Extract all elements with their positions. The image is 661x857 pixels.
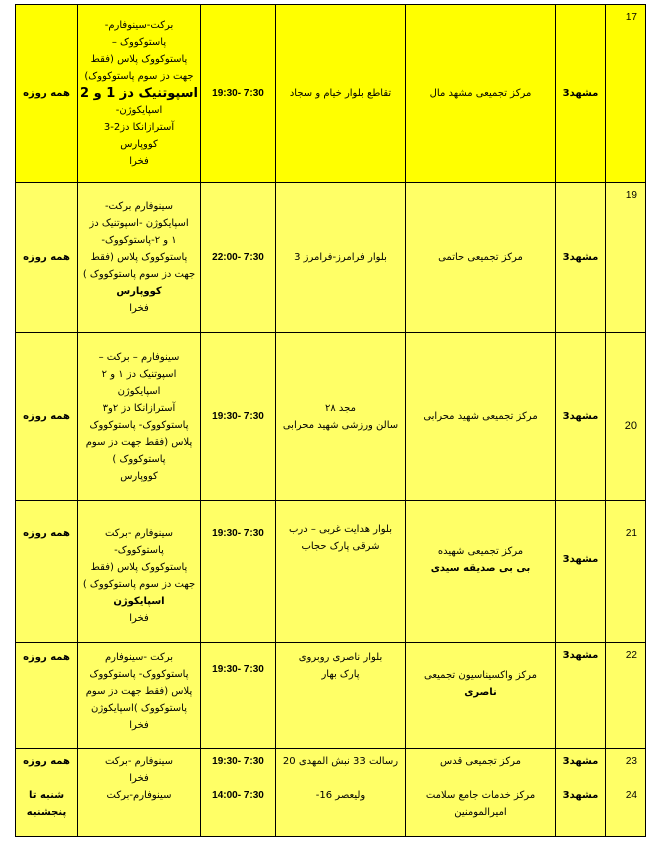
address-line: رسالت 33 نبش المهدی 20 bbox=[282, 756, 399, 767]
vaccine-line: پاستوکووک پلاس (فقط bbox=[90, 252, 188, 263]
city-cell bbox=[556, 749, 606, 837]
vaccine-line: برکت-سینوفارم- bbox=[104, 20, 174, 31]
vaccine-line: پلاس (فقط جهت دز سوم bbox=[85, 436, 193, 448]
vaccine-line: سینوفارم -برکت bbox=[104, 756, 174, 767]
row-number-24: 24 bbox=[625, 790, 637, 801]
address-line: بلوار هدایت غربی – درب bbox=[288, 524, 393, 535]
row-number bbox=[606, 749, 646, 837]
vaccine-line: فخرا bbox=[129, 773, 149, 784]
days-line: پنجشنبه bbox=[26, 807, 67, 818]
vaccines-cell bbox=[78, 749, 201, 837]
city-cell: مشهد3 bbox=[556, 643, 606, 749]
vaccine-line: سینوفارم-برکت bbox=[106, 790, 172, 801]
city-cell: مشهد3 bbox=[556, 183, 606, 333]
city-line: مشهد3 bbox=[562, 756, 599, 767]
address-line: شرقی پارک حجاب bbox=[301, 541, 380, 552]
hours-cell: 19:30- 7:30 bbox=[201, 501, 276, 643]
vaccine-line: کووپارس bbox=[120, 470, 158, 482]
days-cell: همه روزه bbox=[16, 183, 78, 333]
vaccine-line: اسپایکوژن -اسپوتنیک دز bbox=[89, 218, 189, 229]
vaccine-line: سینوفارم برکت- bbox=[104, 201, 174, 212]
vaccine-line: آسترازانکا دز ۲و۳ bbox=[102, 402, 176, 414]
address-line: بلوار ناصری روبروی bbox=[298, 652, 383, 663]
city-line: مشهد3 bbox=[562, 790, 599, 801]
vaccine-line: جهت دز سوم پاستوکووک ) bbox=[82, 269, 196, 280]
center-name bbox=[406, 501, 556, 643]
center-line: ناصری bbox=[464, 687, 497, 698]
vaccine-line: جهت دز سوم پاستوکووک ) bbox=[82, 579, 196, 590]
vaccine-line: کووپارس bbox=[116, 286, 162, 297]
center-line: مرکز خدمات جامع سلامت bbox=[425, 790, 536, 801]
address-cell: بلوار فرامرز-فرامرز 3 bbox=[276, 183, 406, 333]
hours-line: 19:30- 7:30 bbox=[212, 756, 264, 767]
address-line: مجد ۲۸ bbox=[325, 402, 356, 414]
vaccine-line: اسپایکوژن bbox=[113, 596, 165, 607]
hours-cell: 22:00- 7:30 bbox=[201, 183, 276, 333]
city-cell: مشهد3 bbox=[556, 5, 606, 183]
vaccine-line: فخرا bbox=[129, 303, 149, 314]
row-number: 17 bbox=[606, 5, 646, 183]
vaccine-line: ۱ و ۲-پاستوکووک- bbox=[101, 235, 177, 246]
vaccines-cell bbox=[78, 643, 201, 749]
vaccine-line: پاستوکووک – bbox=[111, 37, 167, 48]
days-line: شنبه تا bbox=[28, 790, 65, 801]
days-cell: همه روزه bbox=[16, 5, 78, 183]
vaccination-centers-table bbox=[15, 4, 646, 837]
center-name bbox=[406, 643, 556, 749]
vaccine-line: اسپایکوژن bbox=[117, 385, 161, 397]
center-name: مرکز تجمیعی حاتمی bbox=[406, 183, 556, 333]
days-cell: همه روزه bbox=[16, 501, 78, 643]
city-cell: مشهد3 bbox=[556, 501, 606, 643]
hours-cell: 19:30- 7:30 bbox=[201, 333, 276, 501]
vaccine-line: پاستوکووک پلاس (فقط bbox=[90, 562, 188, 573]
hours-cell bbox=[201, 749, 276, 837]
table-row bbox=[16, 749, 646, 837]
vaccine-line: پاستوکووک- bbox=[114, 545, 164, 556]
vaccine-line: پاستوکووک ) bbox=[112, 453, 166, 465]
center-name: مرکز تجمیعی مشهد مال bbox=[406, 5, 556, 183]
vaccines-cell bbox=[78, 5, 201, 183]
address-cell bbox=[276, 501, 406, 643]
address-line: ولیعصر 16- bbox=[315, 790, 366, 801]
table-row bbox=[16, 183, 646, 333]
address-cell bbox=[276, 333, 406, 501]
vaccine-line: پاستوکووک )اسپایکوژن bbox=[90, 703, 188, 714]
vaccine-line: سینوفارم -برکت bbox=[104, 528, 174, 539]
vaccine-line: فخرا bbox=[129, 720, 149, 731]
vaccine-line: اسپوتنیک دز 1 و 2 bbox=[80, 86, 198, 101]
vaccine-line: اسپوتنیک دز ۱ و ۲ bbox=[101, 368, 177, 380]
vaccines-cell bbox=[78, 183, 201, 333]
vaccine-line: پلاس (فقط جهت دز سوم bbox=[85, 686, 193, 697]
address-cell bbox=[276, 643, 406, 749]
vaccine-line: برکت -سینوفارم bbox=[104, 652, 174, 663]
row-number: 22 bbox=[606, 643, 646, 749]
table-row bbox=[16, 501, 646, 643]
vaccine-line: اسپایکوژن- bbox=[115, 105, 163, 116]
center-line: بی بی صدیقه سیدی bbox=[430, 563, 531, 574]
table-row bbox=[16, 5, 646, 183]
row-number: 19 bbox=[606, 183, 646, 333]
center-line: مرکز تجمیعی شهیده bbox=[437, 546, 524, 557]
days-cell: همه روزه bbox=[16, 643, 78, 749]
vaccine-line: کووپارس bbox=[120, 139, 158, 150]
address-cell bbox=[276, 749, 406, 837]
city-cell: مشهد3 bbox=[556, 333, 606, 501]
vaccine-line: جهت دز سوم پاستوکووک) bbox=[84, 71, 194, 82]
hours-line: 14:00- 7:30 bbox=[212, 790, 264, 801]
address-cell: تقاطع بلوار خیام و سجاد bbox=[276, 5, 406, 183]
table-row bbox=[16, 333, 646, 501]
days-cell bbox=[16, 749, 78, 837]
row-number: 21 bbox=[606, 501, 646, 643]
address-line: پارک بهار bbox=[321, 669, 360, 680]
center-name: مرکز تجمیعی شهید محرابی bbox=[406, 333, 556, 501]
vaccines-cell bbox=[78, 501, 201, 643]
vaccine-line: پاستوکووک- پاستوکووک bbox=[89, 419, 189, 431]
row-number: 20 bbox=[606, 333, 646, 501]
vaccine-line: سینوفارم – برکت – bbox=[98, 351, 180, 363]
vaccine-line: پاستوکووک پلاس (فقط bbox=[90, 54, 188, 65]
vaccine-line: آسترازانکا دز2-3 bbox=[103, 122, 175, 133]
vaccine-line: پاستوکووک- پاستوکووک bbox=[89, 669, 189, 680]
center-line: مرکز واکسیناسیون تجمیعی bbox=[424, 670, 537, 681]
vaccine-line: فخرا bbox=[129, 613, 149, 624]
table-row bbox=[16, 643, 646, 749]
vaccine-line: فخرا bbox=[129, 156, 149, 167]
center-line: امیرالمومنین bbox=[454, 807, 507, 818]
vaccines-cell bbox=[78, 333, 201, 501]
row-number-23: 23 bbox=[625, 756, 637, 767]
address-line: سالن ورزشی شهید محرابی bbox=[282, 419, 399, 431]
days-cell: همه روزه bbox=[16, 333, 78, 501]
center-name bbox=[406, 749, 556, 837]
days-line: همه روزه bbox=[23, 756, 70, 767]
hours-cell: 19:30- 7:30 bbox=[201, 5, 276, 183]
hours-cell: 19:30- 7:30 bbox=[201, 643, 276, 749]
center-line: مرکز تجمیعی قدس bbox=[440, 756, 521, 767]
